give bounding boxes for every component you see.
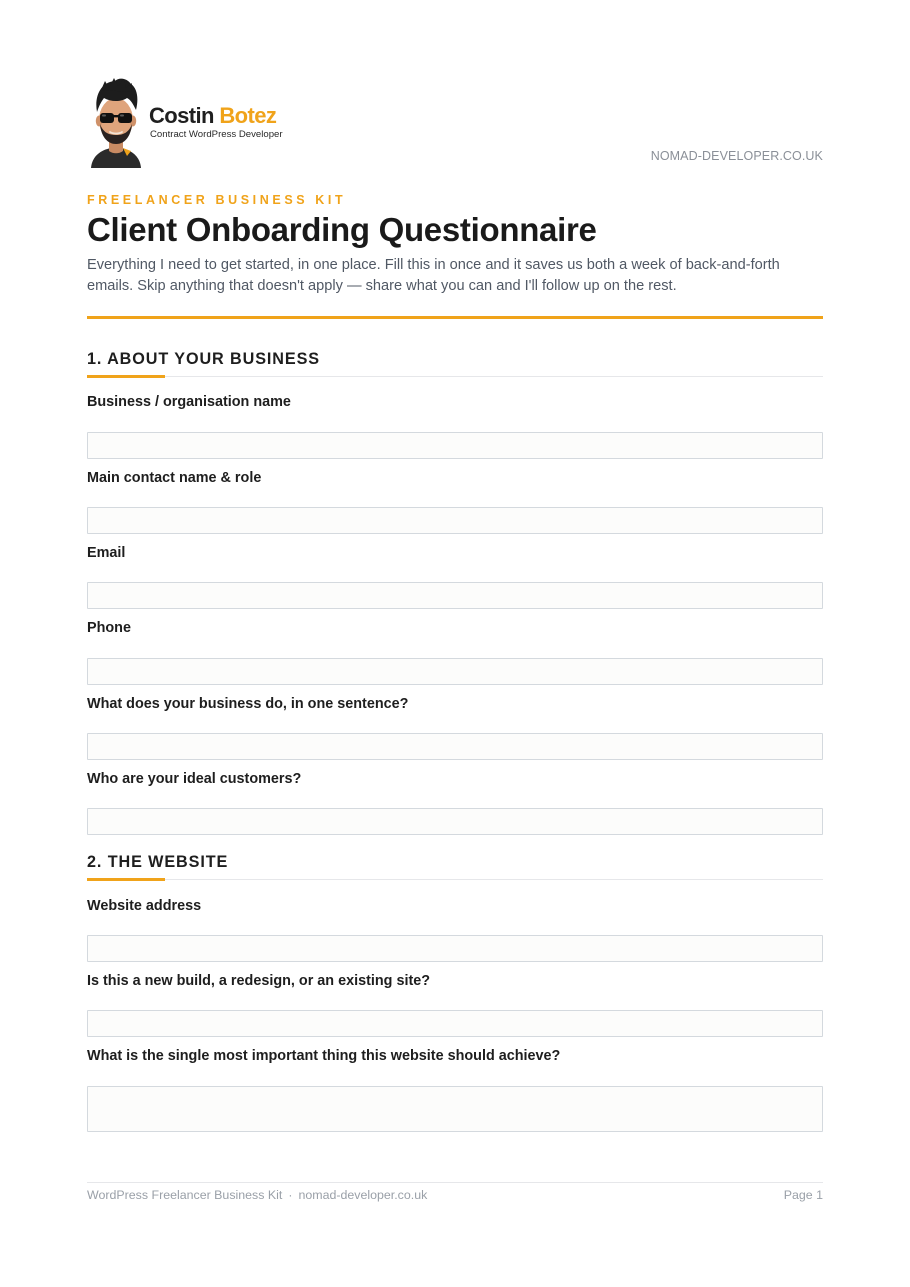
header-site-url: NOMAD-DEVELOPER.CO.UK [650,149,823,163]
website-goal-field[interactable] [87,1086,823,1132]
avatar-illustration [87,76,145,168]
section-title: 2. THE WEBSITE [87,853,229,871]
section-divider [87,376,823,377]
footer-text [87,1188,427,1202]
brand-logo [87,76,297,168]
question-label-contact-name: Main contact name & role [87,470,262,486]
website-address-field[interactable] [87,935,823,962]
business-name-field[interactable] [87,432,823,459]
question-label-email: Email [87,545,126,561]
question-label-ideal-customers: Who are your ideal customers? [87,771,302,787]
brand-last-name: Botez [219,103,277,128]
question-label-business-description: What does your business do, in one sentence? [87,696,409,712]
document-page [87,0,823,1287]
document-title: Client Onboarding Questionnaire [87,211,597,248]
email-field[interactable] [87,582,823,609]
footer-divider [87,1182,823,1183]
question-label-business-name: Business / organisation name [87,394,291,410]
phone-field[interactable] [87,658,823,685]
page-number: Page 1 [783,1188,823,1202]
ideal-customers-field[interactable] [87,808,823,835]
section-divider [87,879,823,880]
section-title: 1. ABOUT YOUR BUSINESS [87,350,320,368]
question-label-website-address: Website address [87,898,202,914]
title-divider [87,316,823,319]
section-accent-bar [87,878,165,881]
document-intro: Everything I need to get started, in one place. Fill this in once and it saves us both a week of back-and-forth emails. Skip anything that doesn't apply — share what you can and I'll follow up on the rest. [87,257,780,294]
document-kicker: FREELANCER BUSINESS KIT [87,193,347,207]
footer-separator: · [288,1188,293,1202]
question-label-project-type: Is this a new build, a redesign, or an existing site? [87,973,431,989]
section-header-website [87,853,823,887]
brand-tagline: Contract WordPress Developer [150,129,283,140]
footer-site: nomad-developer.co.uk [298,1188,428,1202]
question-label-website-goal: What is the single most important thing this website should achieve? [87,1048,561,1064]
brand-name [149,103,276,129]
section-accent-bar [87,375,165,378]
business-description-field[interactable] [87,733,823,760]
brand-first-name: Costin [149,103,214,128]
footer-kit-name: WordPress Freelancer Business Kit [87,1188,283,1202]
section-header-about-business [87,350,823,384]
project-type-field[interactable] [87,1010,823,1037]
contact-name-field[interactable] [87,507,823,534]
question-label-phone: Phone [87,620,131,636]
